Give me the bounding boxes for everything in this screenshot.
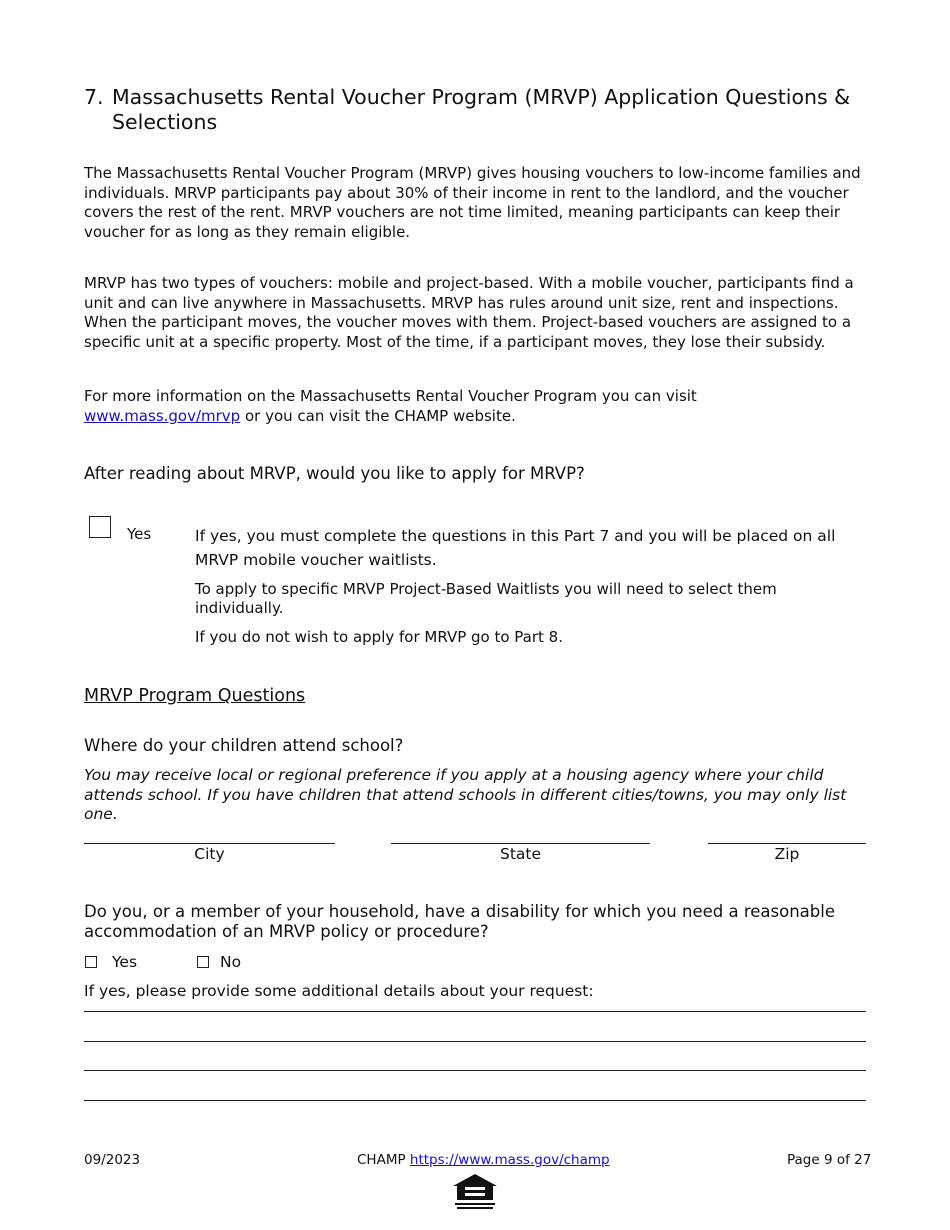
disability-yes-label: Yes (112, 953, 138, 971)
intro-paragraph-3 (84, 387, 874, 426)
state-field[interactable] (391, 843, 650, 844)
city-field[interactable] (84, 843, 335, 844)
footer-date: 09/2023 (84, 1152, 141, 1168)
more-info-tail: or you can visit the CHAMP website. (240, 406, 516, 425)
apply-question: After reading about MRVP, would you like to apply for MRVP? (84, 464, 585, 483)
apply-yes-label: Yes (127, 525, 152, 543)
city-label: City (194, 845, 225, 863)
apply-project-based-note: To apply to specific MRVP Project-Based Waitlists you will need to select them individually. (195, 580, 777, 617)
program-questions-title: MRVP Program Questions (84, 686, 306, 706)
footer-page-number: Page 9 of 27 (787, 1152, 872, 1168)
details-prompt: If yes, please provide some additional details about your request: (84, 982, 594, 1000)
footer-champ (357, 1152, 610, 1168)
apply-skip-note: If you do not wish to apply for MRVP go to Part 8. (195, 628, 563, 646)
school-note: You may receive local or regional preference if you apply at a housing agency where your child attends school. If you have children that attend schools in different cities/towns, you may only list one. (84, 766, 847, 823)
intro-paragraph-2: MRVP has two types of vouchers: mobile and project-based. With a mobile voucher, participants find a unit and can live anywhere in Massachusetts. MRVP has rules around unit size, rent and inspections. When the participant moves, the voucher moves with them. Project-based vouchers are assigned to a specific unit at a specific property. Most of the time, if a participant moves, they lose their subsidy. (84, 274, 854, 351)
zip-label: Zip (774, 845, 800, 863)
champ-link[interactable]: https://www.mass.gov/champ (409, 1152, 610, 1168)
intro-paragraph-1: The Massachusetts Rental Voucher Program (MRVP) gives housing vouchers to low-income families and individuals. MRVP participants pay about 30% of their income in rent to the landlord, and the voucher covers the rest of the rent. MRVP vouchers are not time limited, meaning participants can keep their voucher for as long as they remain eligible. (84, 164, 861, 241)
disability-yes-checkbox[interactable] (85, 956, 97, 968)
disability-no-label: No (220, 953, 242, 971)
more-info-text: For more information on the Massachusetts Rental Voucher Program you can visit (84, 387, 697, 405)
footer-champ-label: CHAMP (357, 1152, 406, 1168)
disability-question: Do you, or a member of your household, have a disability for which you need a reasonable accommodation of an MRVP policy or procedure? (84, 902, 835, 941)
details-line-1[interactable] (84, 1011, 866, 1012)
section-number: 7. (84, 85, 104, 109)
details-line-2[interactable] (84, 1041, 866, 1042)
state-label: State (499, 845, 542, 863)
details-line-4[interactable] (84, 1100, 866, 1101)
zip-field[interactable] (708, 843, 866, 844)
mrvp-link[interactable]: www.mass.gov/mrvp (84, 406, 241, 425)
school-question: Where do your children attend school? (84, 736, 404, 755)
equal-housing-icon (451, 1172, 499, 1212)
details-line-3[interactable] (84, 1070, 866, 1071)
section-title: Massachusetts Rental Voucher Program (MRVP) Application Questions & Selections (112, 85, 851, 134)
disability-no-checkbox[interactable] (197, 956, 209, 968)
apply-yes-instruction: If yes, you must complete the questions in this Part 7 and you will be placed on all MRVP mobile voucher waitlists. (195, 527, 836, 569)
apply-yes-checkbox[interactable] (89, 516, 111, 538)
